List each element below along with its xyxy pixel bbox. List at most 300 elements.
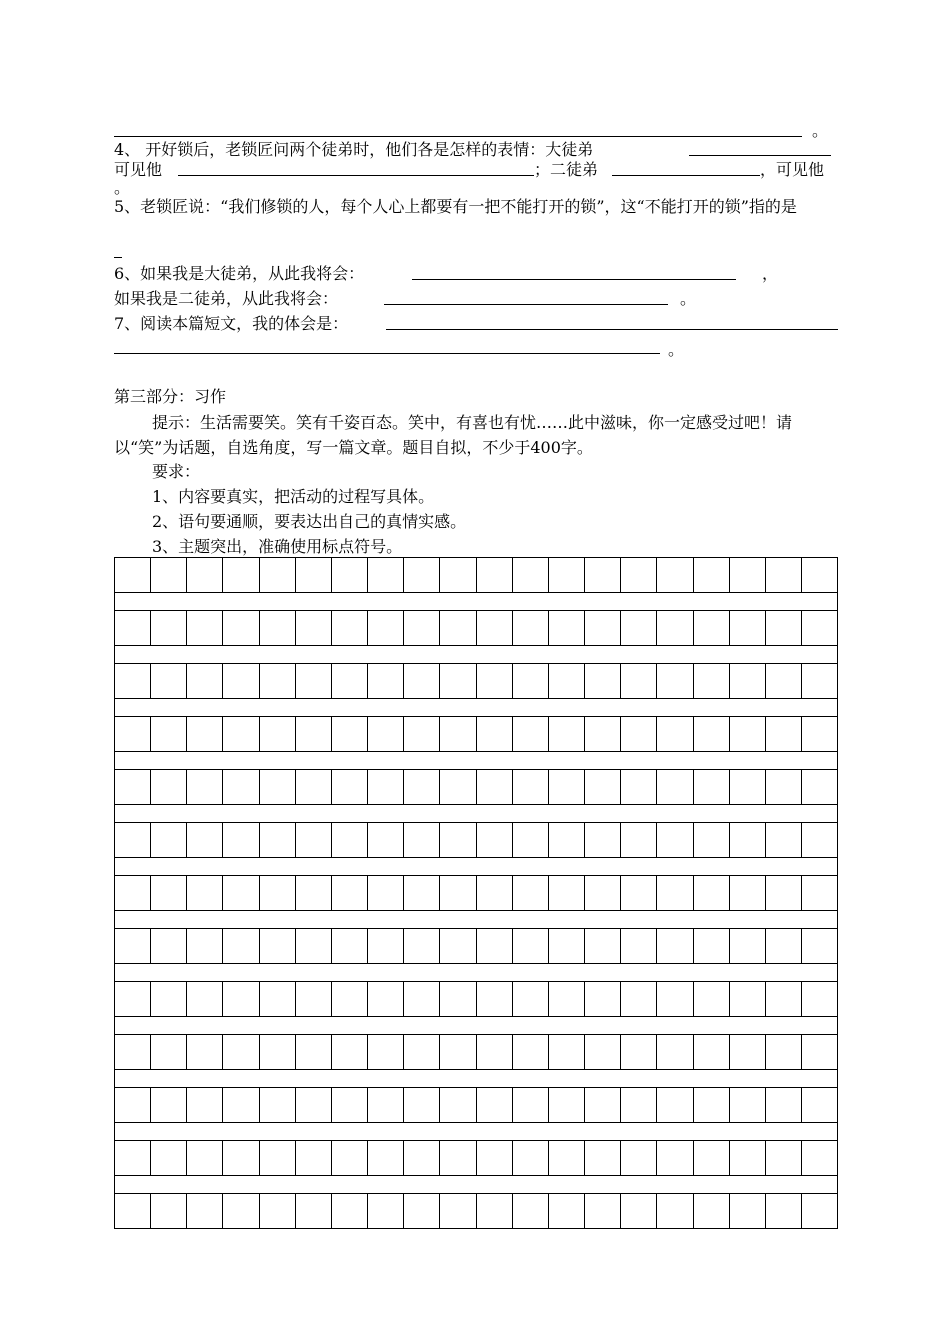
grid-cell[interactable] bbox=[440, 1140, 476, 1176]
grid-cell[interactable] bbox=[730, 822, 766, 858]
grid-cell[interactable] bbox=[549, 981, 585, 1017]
grid-cell[interactable] bbox=[296, 1140, 332, 1176]
grid-cell[interactable] bbox=[368, 716, 404, 752]
grid-cell[interactable] bbox=[694, 875, 730, 911]
grid-cell[interactable] bbox=[549, 663, 585, 699]
grid-cell[interactable] bbox=[223, 1034, 259, 1070]
grid-cell[interactable] bbox=[549, 1193, 585, 1229]
grid-cell[interactable] bbox=[694, 822, 730, 858]
grid-cell[interactable] bbox=[477, 928, 513, 964]
q7-blank-1[interactable] bbox=[386, 314, 838, 335]
q4-line-2 bbox=[114, 160, 162, 180]
grid-cell[interactable] bbox=[368, 875, 404, 911]
grid-cell[interactable] bbox=[730, 1193, 766, 1229]
grid-cell[interactable] bbox=[585, 1034, 621, 1070]
grid-cell[interactable] bbox=[368, 663, 404, 699]
grid-cell[interactable] bbox=[260, 875, 296, 911]
grid-cell[interactable] bbox=[151, 1034, 187, 1070]
grid-cell[interactable] bbox=[332, 716, 368, 752]
grid-cell[interactable] bbox=[549, 1087, 585, 1123]
grid-cell[interactable] bbox=[368, 1140, 404, 1176]
grid-cell[interactable] bbox=[694, 928, 730, 964]
grid-cell[interactable] bbox=[730, 769, 766, 805]
grid-cell[interactable] bbox=[694, 610, 730, 646]
grid-cell[interactable] bbox=[585, 1087, 621, 1123]
grid-cell[interactable] bbox=[621, 1034, 657, 1070]
grid-cell[interactable] bbox=[477, 663, 513, 699]
grid-cell[interactable] bbox=[621, 1087, 657, 1123]
grid-cell[interactable] bbox=[223, 981, 259, 1017]
grid-cell[interactable] bbox=[657, 981, 693, 1017]
grid-cell[interactable] bbox=[332, 822, 368, 858]
q7-blank-2[interactable] bbox=[114, 338, 660, 359]
grid-cell[interactable] bbox=[440, 663, 476, 699]
q7-end: 。 bbox=[668, 340, 685, 359]
q6-text-b-end: 。 bbox=[680, 289, 697, 308]
q4-text-a: 4、 开好锁后，老锁匠问两个徒弟时，他们各是怎样的表情：大徒弟 bbox=[114, 140, 594, 159]
grid-cell[interactable] bbox=[766, 557, 802, 593]
grid-cell[interactable] bbox=[694, 1034, 730, 1070]
grid-cell[interactable] bbox=[694, 716, 730, 752]
grid-cell[interactable] bbox=[187, 1034, 223, 1070]
grid-cell[interactable] bbox=[332, 1034, 368, 1070]
grid-cell[interactable] bbox=[477, 1140, 513, 1176]
grid-cell[interactable] bbox=[657, 557, 693, 593]
grid-cell[interactable] bbox=[730, 875, 766, 911]
grid-cell[interactable] bbox=[187, 1193, 223, 1229]
grid-cell[interactable] bbox=[549, 557, 585, 593]
grid-cell[interactable] bbox=[115, 1087, 151, 1123]
grid-cell[interactable] bbox=[115, 557, 151, 593]
grid-cell[interactable] bbox=[151, 1087, 187, 1123]
grid-cell[interactable] bbox=[296, 1034, 332, 1070]
grid-row-gap bbox=[114, 593, 838, 610]
grid-row bbox=[114, 610, 838, 646]
grid-cell[interactable] bbox=[585, 1193, 621, 1229]
grid-cell[interactable] bbox=[115, 981, 151, 1017]
grid-cell[interactable] bbox=[223, 769, 259, 805]
grid-cell[interactable] bbox=[477, 822, 513, 858]
grid-cell[interactable] bbox=[296, 663, 332, 699]
grid-cell[interactable] bbox=[549, 928, 585, 964]
grid-cell[interactable] bbox=[802, 769, 838, 805]
grid-cell[interactable] bbox=[332, 1087, 368, 1123]
grid-cell[interactable] bbox=[223, 663, 259, 699]
grid-cell[interactable] bbox=[621, 1193, 657, 1229]
grid-cell[interactable] bbox=[404, 610, 440, 646]
grid-cell[interactable] bbox=[260, 663, 296, 699]
grid-cell[interactable] bbox=[223, 1193, 259, 1229]
grid-cell[interactable] bbox=[404, 1140, 440, 1176]
grid-cell[interactable] bbox=[296, 716, 332, 752]
grid-cell[interactable] bbox=[802, 875, 838, 911]
grid-cell[interactable] bbox=[223, 610, 259, 646]
grid-cell[interactable] bbox=[802, 1193, 838, 1229]
grid-cell[interactable] bbox=[549, 716, 585, 752]
grid-cell[interactable] bbox=[802, 663, 838, 699]
grid-cell[interactable] bbox=[115, 1140, 151, 1176]
grid-cell[interactable] bbox=[151, 1140, 187, 1176]
grid-cell[interactable] bbox=[477, 769, 513, 805]
grid-cell[interactable] bbox=[802, 610, 838, 646]
grid-cell[interactable] bbox=[223, 822, 259, 858]
grid-cell[interactable] bbox=[296, 1087, 332, 1123]
grid-cell[interactable] bbox=[151, 822, 187, 858]
grid-cell[interactable] bbox=[187, 716, 223, 752]
grid-cell[interactable] bbox=[187, 981, 223, 1017]
grid-cell[interactable] bbox=[513, 981, 549, 1017]
grid-cell[interactable] bbox=[513, 663, 549, 699]
grid-cell[interactable] bbox=[404, 928, 440, 964]
grid-cell[interactable] bbox=[657, 610, 693, 646]
grid-cell[interactable] bbox=[296, 822, 332, 858]
grid-row bbox=[114, 716, 838, 752]
grid-cell[interactable] bbox=[223, 928, 259, 964]
grid-cell[interactable] bbox=[368, 1034, 404, 1070]
grid-cell[interactable] bbox=[223, 1140, 259, 1176]
grid-cell[interactable] bbox=[730, 1087, 766, 1123]
grid-cell[interactable] bbox=[404, 822, 440, 858]
grid-cell[interactable] bbox=[332, 663, 368, 699]
grid-cell[interactable] bbox=[187, 557, 223, 593]
grid-cell[interactable] bbox=[766, 928, 802, 964]
grid-cell[interactable] bbox=[513, 1087, 549, 1123]
part3-heading: 第三部分：习作 bbox=[114, 387, 227, 406]
part3-prompt: 提示：生活需要笑。笑有千姿百态。笑中，有喜也有忧……此中滋味，你一定感受过吧！请以“笑”为话题，自选角度，写一篇文章。题目自拟，不少于400字。 bbox=[114, 413, 793, 457]
grid-cell[interactable] bbox=[115, 663, 151, 699]
grid-cell[interactable] bbox=[440, 822, 476, 858]
grid-cell[interactable] bbox=[657, 928, 693, 964]
q4-blank-1[interactable] bbox=[689, 140, 831, 161]
grid-cell[interactable] bbox=[115, 875, 151, 911]
grid-cell[interactable] bbox=[404, 1193, 440, 1229]
grid-cell[interactable] bbox=[368, 769, 404, 805]
grid-row-gap bbox=[114, 699, 838, 716]
grid-row-gap bbox=[114, 1176, 838, 1193]
grid-cell[interactable] bbox=[549, 1034, 585, 1070]
grid-cell[interactable] bbox=[404, 1034, 440, 1070]
grid-cell[interactable] bbox=[260, 822, 296, 858]
grid-cell[interactable] bbox=[802, 1034, 838, 1070]
grid-cell[interactable] bbox=[802, 557, 838, 593]
grid-cell[interactable] bbox=[260, 1193, 296, 1229]
grid-cell[interactable] bbox=[404, 1087, 440, 1123]
grid-cell[interactable] bbox=[440, 769, 476, 805]
grid-cell[interactable] bbox=[621, 928, 657, 964]
grid-cell[interactable] bbox=[585, 981, 621, 1017]
grid-row-gap bbox=[114, 1070, 838, 1087]
grid-cell[interactable] bbox=[187, 822, 223, 858]
grid-cell[interactable] bbox=[223, 716, 259, 752]
grid-cell[interactable] bbox=[187, 663, 223, 699]
grid-cell[interactable] bbox=[368, 822, 404, 858]
grid-cell[interactable] bbox=[477, 1034, 513, 1070]
grid-cell[interactable] bbox=[151, 769, 187, 805]
grid-cell[interactable] bbox=[802, 716, 838, 752]
grid-cell[interactable] bbox=[477, 981, 513, 1017]
grid-cell[interactable] bbox=[260, 1140, 296, 1176]
grid-cell[interactable] bbox=[260, 1034, 296, 1070]
grid-cell[interactable] bbox=[657, 1193, 693, 1229]
grid-cell[interactable] bbox=[115, 610, 151, 646]
grid-cell[interactable] bbox=[223, 557, 259, 593]
grid-cell[interactable] bbox=[260, 769, 296, 805]
grid-cell[interactable] bbox=[115, 1034, 151, 1070]
grid-cell[interactable] bbox=[694, 981, 730, 1017]
grid-cell[interactable] bbox=[440, 610, 476, 646]
grid-cell[interactable] bbox=[477, 716, 513, 752]
grid-cell[interactable] bbox=[440, 716, 476, 752]
grid-cell[interactable] bbox=[477, 1193, 513, 1229]
grid-cell[interactable] bbox=[621, 610, 657, 646]
grid-cell[interactable] bbox=[694, 1140, 730, 1176]
grid-cell[interactable] bbox=[115, 928, 151, 964]
grid-cell[interactable] bbox=[766, 822, 802, 858]
q3-answer-line[interactable] bbox=[114, 121, 802, 142]
grid-cell[interactable] bbox=[694, 1087, 730, 1123]
grid-cell[interactable] bbox=[549, 769, 585, 805]
grid-cell[interactable] bbox=[187, 769, 223, 805]
grid-cell[interactable] bbox=[657, 1087, 693, 1123]
grid-cell[interactable] bbox=[296, 875, 332, 911]
grid-cell[interactable] bbox=[657, 1140, 693, 1176]
grid-cell[interactable] bbox=[404, 663, 440, 699]
grid-cell[interactable] bbox=[440, 1193, 476, 1229]
grid-cell[interactable] bbox=[332, 610, 368, 646]
grid-cell[interactable] bbox=[657, 663, 693, 699]
grid-cell[interactable] bbox=[513, 769, 549, 805]
grid-cell[interactable] bbox=[404, 981, 440, 1017]
grid-cell[interactable] bbox=[115, 769, 151, 805]
grid-cell[interactable] bbox=[223, 875, 259, 911]
grid-cell[interactable] bbox=[151, 716, 187, 752]
grid-cell[interactable] bbox=[730, 610, 766, 646]
grid-cell[interactable] bbox=[621, 822, 657, 858]
grid-cell[interactable] bbox=[332, 981, 368, 1017]
grid-cell[interactable] bbox=[115, 1193, 151, 1229]
grid-cell[interactable] bbox=[549, 1140, 585, 1176]
grid-cell[interactable] bbox=[802, 928, 838, 964]
grid-cell[interactable] bbox=[187, 928, 223, 964]
grid-cell[interactable] bbox=[585, 663, 621, 699]
grid-cell[interactable] bbox=[332, 557, 368, 593]
q6-blank-2[interactable] bbox=[384, 289, 668, 310]
grid-cell[interactable] bbox=[657, 822, 693, 858]
grid-row-gap bbox=[114, 1017, 838, 1034]
grid-cell[interactable] bbox=[802, 1087, 838, 1123]
grid-row bbox=[114, 1140, 838, 1176]
grid-cell[interactable] bbox=[332, 1193, 368, 1229]
q4-text-e: 。 bbox=[114, 178, 131, 197]
grid-cell[interactable] bbox=[477, 1087, 513, 1123]
grid-row-gap bbox=[114, 858, 838, 875]
grid-cell[interactable] bbox=[368, 1087, 404, 1123]
grid-cell[interactable] bbox=[368, 928, 404, 964]
grid-cell[interactable] bbox=[513, 822, 549, 858]
grid-cell[interactable] bbox=[621, 716, 657, 752]
grid-cell[interactable] bbox=[187, 875, 223, 911]
grid-cell[interactable] bbox=[513, 928, 549, 964]
grid-cell[interactable] bbox=[766, 1087, 802, 1123]
grid-cell[interactable] bbox=[766, 769, 802, 805]
grid-cell[interactable] bbox=[730, 981, 766, 1017]
grid-row-gap bbox=[114, 752, 838, 769]
grid-cell[interactable] bbox=[585, 769, 621, 805]
grid-cell[interactable] bbox=[621, 875, 657, 911]
grid-cell[interactable] bbox=[187, 1140, 223, 1176]
grid-cell[interactable] bbox=[260, 557, 296, 593]
grid-cell[interactable] bbox=[151, 981, 187, 1017]
grid-cell[interactable] bbox=[404, 875, 440, 911]
grid-row-gap bbox=[114, 646, 838, 663]
q4-blank-2[interactable] bbox=[178, 160, 534, 181]
grid-cell[interactable] bbox=[621, 1140, 657, 1176]
grid-cell[interactable] bbox=[513, 610, 549, 646]
grid-cell[interactable] bbox=[585, 875, 621, 911]
grid-cell[interactable] bbox=[549, 875, 585, 911]
grid-cell[interactable] bbox=[585, 610, 621, 646]
grid-cell[interactable] bbox=[296, 610, 332, 646]
grid-cell[interactable] bbox=[766, 663, 802, 699]
grid-cell[interactable] bbox=[296, 769, 332, 805]
grid-cell[interactable] bbox=[187, 1087, 223, 1123]
grid-cell[interactable] bbox=[766, 875, 802, 911]
grid-cell[interactable] bbox=[260, 716, 296, 752]
grid-cell[interactable] bbox=[694, 557, 730, 593]
grid-cell[interactable] bbox=[477, 557, 513, 593]
grid-cell[interactable] bbox=[404, 557, 440, 593]
grid-cell[interactable] bbox=[585, 716, 621, 752]
grid-cell[interactable] bbox=[621, 663, 657, 699]
grid-cell[interactable] bbox=[368, 557, 404, 593]
grid-cell[interactable] bbox=[477, 610, 513, 646]
grid-cell[interactable] bbox=[694, 1193, 730, 1229]
grid-cell[interactable] bbox=[332, 1140, 368, 1176]
grid-cell[interactable] bbox=[766, 981, 802, 1017]
grid-cell[interactable] bbox=[187, 610, 223, 646]
grid-cell[interactable] bbox=[223, 1087, 259, 1123]
grid-cell[interactable] bbox=[440, 928, 476, 964]
grid-cell[interactable] bbox=[513, 875, 549, 911]
grid-cell[interactable] bbox=[477, 875, 513, 911]
grid-cell[interactable] bbox=[766, 610, 802, 646]
grid-cell[interactable] bbox=[802, 981, 838, 1017]
grid-cell[interactable] bbox=[585, 822, 621, 858]
grid-cell[interactable] bbox=[151, 610, 187, 646]
grid-cell[interactable] bbox=[657, 875, 693, 911]
grid-cell[interactable] bbox=[549, 822, 585, 858]
grid-cell[interactable] bbox=[694, 769, 730, 805]
grid-cell[interactable] bbox=[802, 1140, 838, 1176]
grid-cell[interactable] bbox=[440, 1034, 476, 1070]
q3-end-mark: 。 bbox=[812, 121, 829, 140]
grid-cell[interactable] bbox=[513, 716, 549, 752]
grid-cell[interactable] bbox=[549, 610, 585, 646]
grid-cell[interactable] bbox=[513, 1034, 549, 1070]
grid-cell[interactable] bbox=[332, 875, 368, 911]
grid-cell[interactable] bbox=[585, 557, 621, 593]
q6-blank-1[interactable] bbox=[412, 264, 736, 285]
grid-row bbox=[114, 981, 838, 1017]
grid-cell[interactable] bbox=[621, 769, 657, 805]
grid-row bbox=[114, 822, 838, 858]
grid-cell[interactable] bbox=[296, 928, 332, 964]
q4-blank-3[interactable] bbox=[612, 160, 760, 181]
grid-cell[interactable] bbox=[621, 557, 657, 593]
grid-cell[interactable] bbox=[766, 1140, 802, 1176]
grid-cell[interactable] bbox=[766, 716, 802, 752]
grid-cell[interactable] bbox=[694, 663, 730, 699]
grid-cell[interactable] bbox=[585, 1140, 621, 1176]
grid-cell[interactable] bbox=[513, 1193, 549, 1229]
grid-cell[interactable] bbox=[730, 716, 766, 752]
grid-cell[interactable] bbox=[730, 663, 766, 699]
grid-cell[interactable] bbox=[657, 1034, 693, 1070]
grid-cell[interactable] bbox=[404, 769, 440, 805]
grid-cell[interactable] bbox=[766, 1193, 802, 1229]
grid-cell[interactable] bbox=[151, 557, 187, 593]
q7-text: 7、阅读本篇短文，我的体会是： bbox=[114, 314, 349, 333]
grid-cell[interactable] bbox=[802, 822, 838, 858]
grid-cell[interactable] bbox=[440, 557, 476, 593]
grid-cell[interactable] bbox=[368, 981, 404, 1017]
q6-text-a-end: ， bbox=[762, 264, 779, 283]
q4-text-b: 可见他 bbox=[114, 160, 163, 179]
q4-text-c: ；二徒弟 bbox=[534, 160, 599, 179]
grid-cell[interactable] bbox=[296, 1193, 332, 1229]
grid-cell[interactable] bbox=[260, 928, 296, 964]
grid-cell[interactable] bbox=[440, 875, 476, 911]
grid-cell[interactable] bbox=[368, 1193, 404, 1229]
grid-cell[interactable] bbox=[621, 981, 657, 1017]
grid-cell[interactable] bbox=[260, 1087, 296, 1123]
q5-question: 5、老锁匠说：“我们修锁的人，每个人心上都要有一把不能打开的锁”，这“不能打开的锁”指的是 bbox=[114, 197, 797, 216]
grid-cell[interactable] bbox=[440, 1087, 476, 1123]
grid-cell[interactable] bbox=[296, 981, 332, 1017]
grid-cell[interactable] bbox=[151, 663, 187, 699]
grid-cell[interactable] bbox=[766, 1034, 802, 1070]
grid-cell[interactable] bbox=[368, 610, 404, 646]
grid-cell[interactable] bbox=[332, 769, 368, 805]
grid-cell[interactable] bbox=[585, 928, 621, 964]
grid-cell[interactable] bbox=[115, 822, 151, 858]
grid-cell[interactable] bbox=[730, 1140, 766, 1176]
grid-cell[interactable] bbox=[115, 716, 151, 752]
q5-blank[interactable] bbox=[114, 242, 122, 263]
requirement-item: 3、主题突出，准确使用标点符号。 bbox=[152, 537, 403, 556]
grid-cell[interactable] bbox=[657, 716, 693, 752]
grid-row bbox=[114, 769, 838, 805]
grid-cell[interactable] bbox=[513, 557, 549, 593]
grid-row-gap bbox=[114, 964, 838, 981]
grid-cell[interactable] bbox=[404, 716, 440, 752]
grid-cell[interactable] bbox=[260, 981, 296, 1017]
grid-cell[interactable] bbox=[657, 769, 693, 805]
grid-cell[interactable] bbox=[296, 557, 332, 593]
grid-cell[interactable] bbox=[440, 981, 476, 1017]
grid-cell[interactable] bbox=[513, 1140, 549, 1176]
grid-cell[interactable] bbox=[151, 1193, 187, 1229]
grid-cell[interactable] bbox=[260, 610, 296, 646]
grid-cell[interactable] bbox=[332, 928, 368, 964]
grid-row bbox=[114, 928, 838, 964]
writing-grid[interactable] bbox=[114, 557, 838, 1229]
grid-cell[interactable] bbox=[730, 1034, 766, 1070]
grid-cell[interactable] bbox=[151, 928, 187, 964]
grid-cell[interactable] bbox=[151, 875, 187, 911]
grid-cell[interactable] bbox=[730, 557, 766, 593]
grid-cell[interactable] bbox=[730, 928, 766, 964]
